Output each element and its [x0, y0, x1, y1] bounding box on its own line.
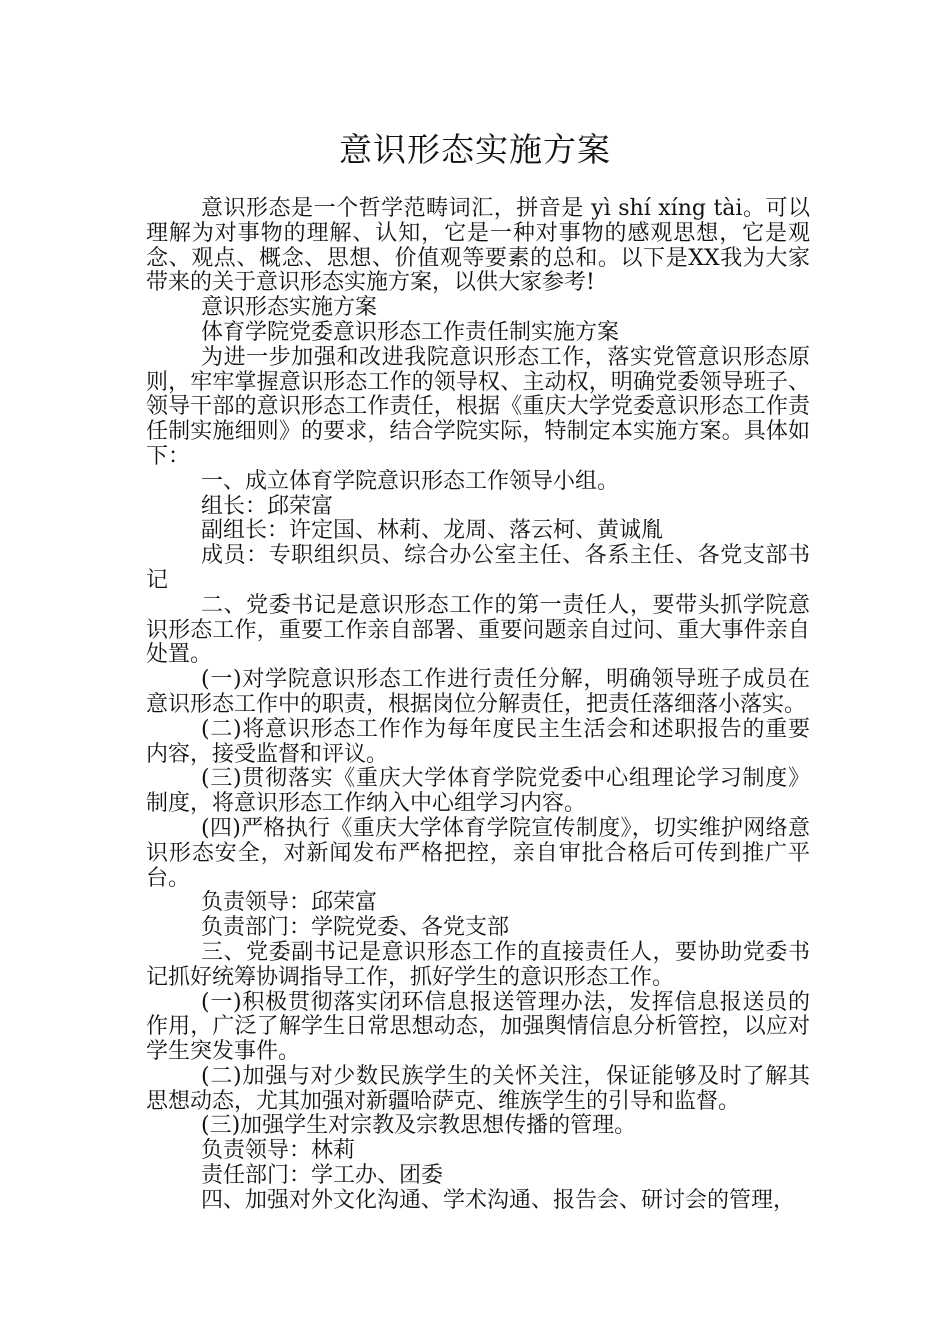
paragraph-3-item-3: (三)加强学生对宗教及宗教思想传播的管理。 — [201, 1113, 637, 1139]
paragraph-plan-title: 体育学院党委意识形态工作责任制实施方案 — [201, 319, 620, 345]
paragraph-leader: 组长：邱荣富 — [201, 493, 334, 519]
paragraph-section-3: 三、党委副书记是意识形态工作的直接责任人，要协助党委书记抓好统筹协调指导工作，抓好学生的意识形态工作。 — [146, 939, 810, 990]
paragraph-3-item-1: (一)积极贯彻落实闭环信息报送管理办法，发挥信息报送员的作用，广泛了解学生日常思想动态，加强舆情信息分析管控，以应对学生突发事件。 — [146, 989, 810, 1065]
paragraph-members: 成员：专职组织员、综合办公室主任、各系主任、各党支部书记 — [146, 543, 810, 593]
paragraph-3-item-2: (二)加强与对少数民族学生的关怀关注，保证能够及时了解其思想动态，尤其加强对新疆哈萨克、维族学生的引导和监督。 — [146, 1063, 810, 1114]
paragraph-2-item-3: (三)贯彻落实《重庆大学体育学院党委中心组理论学习制度》制度，将意识形态工作纳入中心组学习内容。 — [146, 766, 810, 817]
paragraph-deputy-leaders: 副组长：许定国、林莉、龙周、落云柯、黄诚胤 — [201, 518, 664, 544]
paragraph-purpose: 为进一步加强和改进我院意识形态工作，落实党管意识形态原则，牢牢掌握意识形态工作的领导权、主动权，明确党委领导班子、领导干部的意识形态工作责任，根据《重庆大学党委意识形态工作责任制实施细则》的要求，结合学院实际，特制定本实施方案。具体如下： — [146, 344, 810, 469]
paragraph-2-item-4: (四)严格执行《重庆大学体育学院宣传制度》，切实维护网络意识形态安全，对新闻发布严格把控，亲自审批合格后可传到推广平台。 — [146, 815, 810, 891]
paragraph-2-responsible-leader: 负责领导：邱荣富 — [201, 890, 378, 916]
paragraph-2-item-1: (一)对学院意识形态工作进行责任分解，明确领导班子成员在意识形态工作中的职责，根据岗位分解责任，把责任落细落小落实。 — [146, 667, 810, 717]
paragraph-section-1: 一、成立体育学院意识形态工作领导小组。 — [201, 468, 620, 494]
document-body — [146, 197, 810, 1214]
paragraph-section-2: 二、党委书记是意识形态工作的第一责任人，要带头抓学院意识形态工作，重要工作亲自部署、重要问题亲自过问、重大事件亲自处置。 — [146, 592, 810, 668]
paragraph-subtitle: 意识形态实施方案 — [201, 295, 378, 321]
paragraph-intro: 意识形态是一个哲学范畴词汇，拼音是 yì shí xíng tài。可以理解为对事物的理解、认知，它是一种对事物的感观思想，它是观念、观点、概念、思想、价值观等要素的总和。以下是XX我为大家带来的关于意识形态实施方案，以供大家参考! — [146, 196, 810, 296]
document-title: 意识形态实施方案 — [339, 130, 611, 169]
paragraph-2-responsible-dept: 负责部门：学院党委、各党支部 — [201, 915, 510, 941]
paragraph-3-responsible-dept: 责任部门：学工办、团委 — [201, 1163, 444, 1189]
paragraph-2-item-2: (二)将意识形态工作作为每年度民主生活会和述职报告的重要内容，接受监督和评议。 — [146, 716, 810, 767]
paragraph-section-4: 四、加强对外文化沟通、学术沟通、报告会、研讨会的管理， — [201, 1187, 796, 1213]
paragraph-3-responsible-leader: 负责领导：林莉 — [201, 1138, 356, 1164]
